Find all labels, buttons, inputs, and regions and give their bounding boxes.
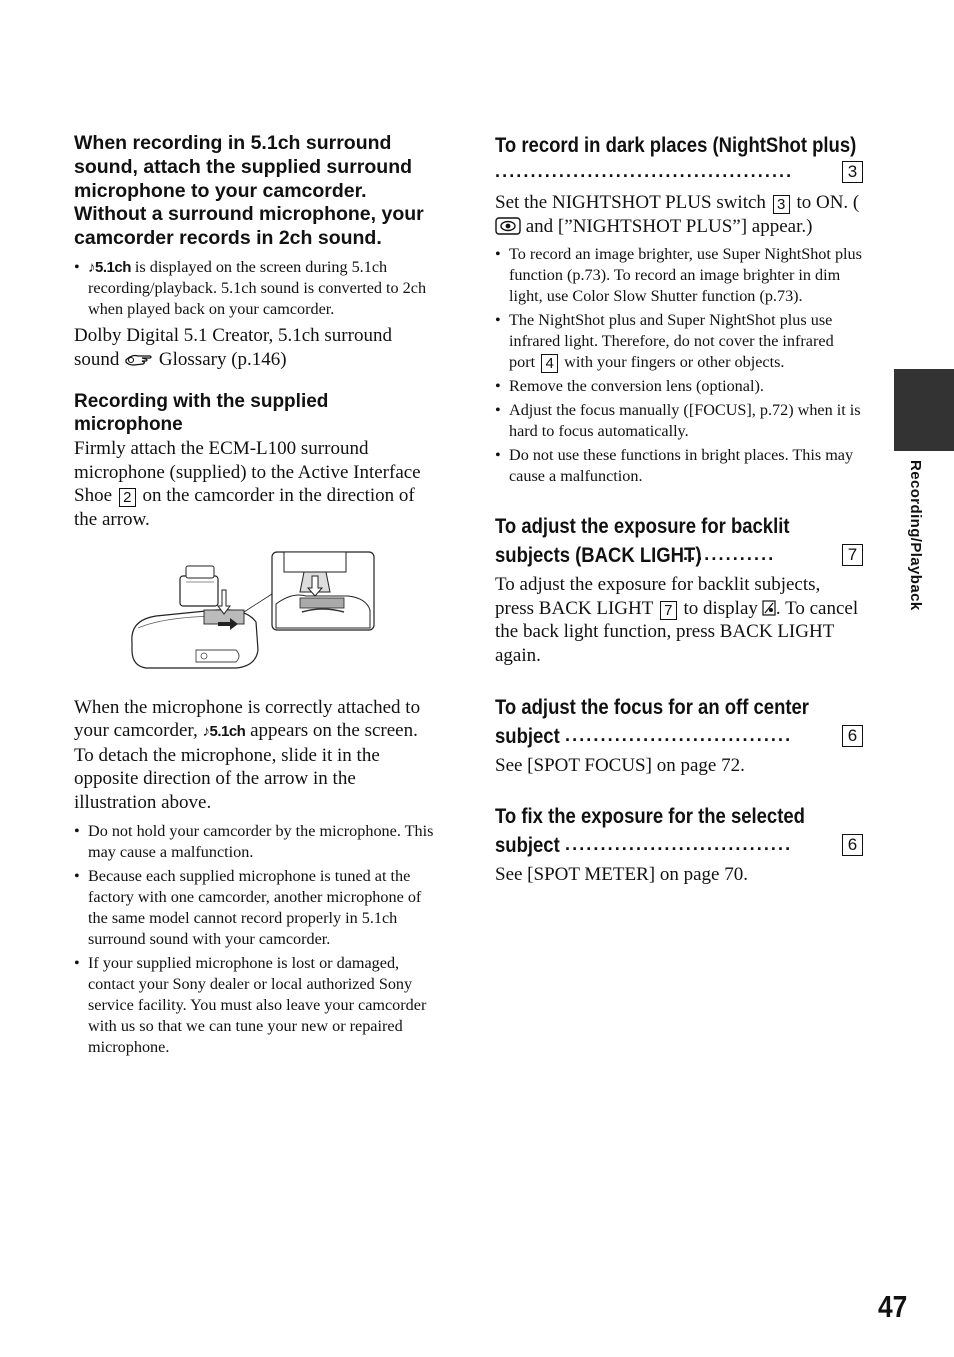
- chapter-label: Recording/Playback: [907, 460, 924, 611]
- ref-box-2: 2: [119, 488, 136, 507]
- spotmeter-heading-line2: subject: [495, 833, 560, 858]
- detach-text: To detach the microphone, slide it in the opposite direction of the arrow in the illustration above.: [74, 744, 380, 813]
- ref-box-6: 6: [842, 725, 863, 747]
- nightshot-heading: To record in dark places (NightShot plus): [495, 133, 857, 157]
- surround-heading: When recording in 5.1ch surround sound, attach the supplied surround microphone to your camcorder. Without a surround microphone, your camcorder records in 2ch sound.: [74, 132, 424, 250]
- spotfocus-body: See [SPOT FOCUS] on page 72.: [495, 754, 745, 776]
- backlight-heading-line1: To adjust the exposure for backlit: [495, 514, 790, 539]
- leader-dots: .............: [683, 544, 776, 565]
- list-item: • Do not use these functions in bright places. This may cause a malfunction.: [495, 445, 863, 487]
- leader-dots: ................................: [565, 724, 793, 745]
- backlight-section-heading: [495, 513, 863, 569]
- list-item: • Adjust the focus manually ([FOCUS], p.72) when it is hard to focus automatically.: [495, 400, 863, 442]
- surround-5-1ch-icon: ♪5.1ch: [88, 258, 131, 276]
- ref-box-3: 3: [773, 195, 790, 214]
- list-item: • ♪5.1ch is displayed on the screen during 5.1ch recording/playback. 5.1ch sound is converted to 2ch when played back on your camcorder.: [74, 257, 442, 320]
- spotmeter-section-heading: [495, 803, 863, 859]
- backlight-body: To adjust the exposure for backlit subjects, press BACK LIGHT 7 to display . To cancel the back light function, press BACK LIGHT again.: [495, 574, 859, 666]
- nightshot-body: Set the NIGHTSHOT PLUS switch 3 to ON. ( and [”NIGHTSHOT PLUS”] appear.): [495, 192, 860, 237]
- nightshot-section-heading: [495, 132, 863, 187]
- attached-text: When the microphone is correctly attached to your camcorder, ♪5.1ch appears on the screen.: [74, 696, 421, 742]
- spotfocus-heading-line2: subject: [495, 723, 560, 748]
- microphone-notes: [74, 821, 442, 1058]
- spotmeter-heading-line1: To fix the exposure for the selected: [495, 804, 805, 829]
- page-number: 47: [878, 1289, 908, 1324]
- spotmeter-body: See [SPOT METER] on page 70.: [495, 864, 748, 886]
- left-column: [74, 132, 442, 1062]
- leader-dots: ................................: [565, 834, 793, 855]
- list-item: • Remove the conversion lens (optional).: [495, 376, 863, 397]
- surround-notes: [74, 257, 442, 320]
- ref-box-7: 7: [660, 601, 677, 620]
- list-item: • The NightShot plus and Super NightShot plus use infrared light. Therefore, do not cover the infrared port 4 with your fingers or other objects.: [495, 310, 863, 373]
- glossary-hand-icon: [124, 349, 159, 370]
- surround-5-1ch-icon: ♪5.1ch: [202, 723, 246, 741]
- ref-box-6: 6: [842, 834, 863, 856]
- nightshot-indicator-icon: [495, 216, 526, 237]
- spotfocus-heading-line1: To adjust the focus for an off center: [495, 694, 810, 719]
- ref-box-7: 7: [842, 544, 863, 566]
- list-item: • Because each supplied microphone is tuned at the factory with one camcorder, another microphone of the same model cannot record properly in 5.1ch surround sound with your camcorder.: [74, 866, 442, 950]
- list-item: • To record an image brighter, use Super NightShot plus function (p.73). To record an image brighter in dim light, use Color Slow Shutter function (p.73).: [495, 244, 863, 307]
- supplied-mic-heading: Recording with the supplied microphone: [74, 391, 329, 435]
- microphone-illustration: [126, 550, 426, 670]
- dolby-text: Dolby Digital 5.1 Creator, 5.1ch surround sound Glossary (p.146): [74, 324, 392, 370]
- nightshot-notes: [495, 244, 863, 487]
- spotfocus-section-heading: [495, 694, 863, 750]
- backlight-heading-line2: subjects (BACK LIGHT): [495, 543, 702, 568]
- chapter-tab: [894, 369, 954, 451]
- right-column: [495, 132, 863, 887]
- backlight-icon: [758, 598, 776, 619]
- ref-box-4: 4: [541, 354, 558, 373]
- attach-text: Firmly attach the ECM-L100 surround microphone (supplied) to the Active Interface Shoe 2 on the camcorder in the direction of the arrow.: [74, 438, 421, 530]
- ref-box-3: 3: [842, 161, 863, 183]
- list-item: • Do not hold your camcorder by the microphone. This may cause a malfunction.: [74, 821, 442, 863]
- leader-dots: ..........................................: [495, 161, 794, 181]
- list-item: • If your supplied microphone is lost or damaged, contact your Sony dealer or local authorized Sony service facility. You must also leave your camcorder with us so that we can tune your new or repaired microphone.: [74, 953, 442, 1058]
